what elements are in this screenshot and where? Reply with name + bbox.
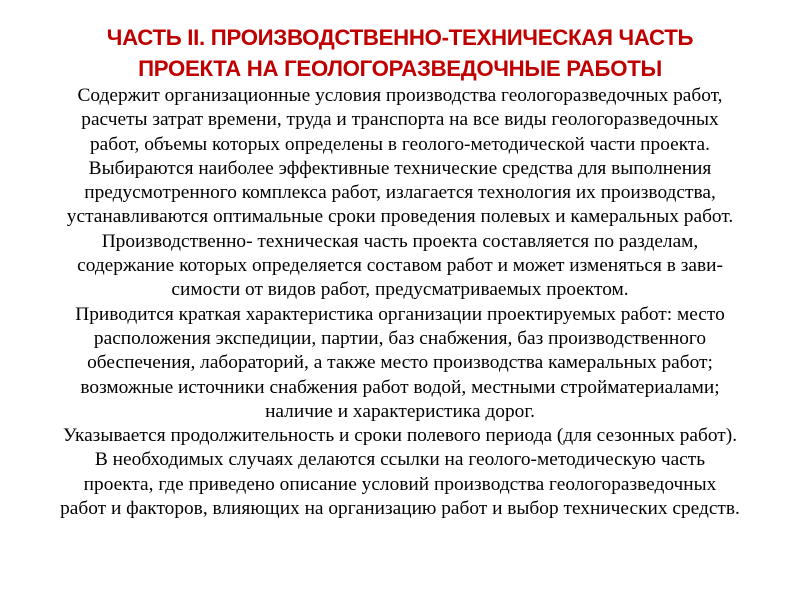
- title-line: ПРОЕКТА НА ГЕОЛОГОРАЗВЕДОЧНЫЕ РАБОТЫ: [138, 56, 662, 81]
- body-line: обеспечения, лабораторий, а также место производства камеральных работ;: [87, 352, 713, 374]
- body-line: Содержит организационные условия производства геологоразведочных работ,: [77, 85, 723, 106]
- body-line: В необходимых случаях делаются ссылки на геолого-методическую часть: [94, 449, 706, 471]
- body-line: Выбираются наиболее эффективные технические средства для выполнения: [88, 157, 712, 179]
- body-line: работ и факторов, влияющих на организацию работ и выбор технических средств.: [60, 498, 740, 520]
- slide-body-text: [0, 84, 800, 521]
- body-line: расположения экспедиции, партии, баз снабжения, баз производственного: [93, 327, 707, 349]
- body-line: содержание которых определяется составом работ и может изменяться в зави-: [77, 255, 723, 277]
- slide-title: [0, 22, 800, 84]
- body-line: предусмотренного комплекса работ, излагается технология их производства,: [84, 182, 716, 204]
- body-line: Производственно- техническая часть проекта составляется по разделам,: [101, 230, 699, 252]
- body-line: проекта, где приведено описание условий производства геологоразведочных: [83, 473, 717, 495]
- body-line: симости от видов работ, предусматриваемых проектом.: [171, 279, 629, 301]
- body-line: работ, объемы которых определены в геолого-методической части проекта.: [90, 133, 710, 155]
- body-line: возможные источники снабжения работ водой, местными стройматериалами;: [80, 376, 720, 398]
- body-line: расчеты затрат времени, труда и транспорта на все виды геологоразведочных: [81, 109, 719, 131]
- title-line: ЧАСТЬ II. ПРОИЗВОДСТВЕННО-ТЕХНИЧЕСКАЯ ЧАСТЬ: [106, 25, 694, 50]
- body-line: наличие и характеристика дорог.: [265, 400, 535, 422]
- body-line: устанавливаются оптимальные сроки проведения полевых и камеральных работ.: [66, 206, 734, 228]
- body-line: Указывается продолжительность и сроки полевого периода (для сезонных работ).: [62, 425, 738, 447]
- body-line: Приводится краткая характеристика организации проектируемых работ: место: [75, 303, 725, 325]
